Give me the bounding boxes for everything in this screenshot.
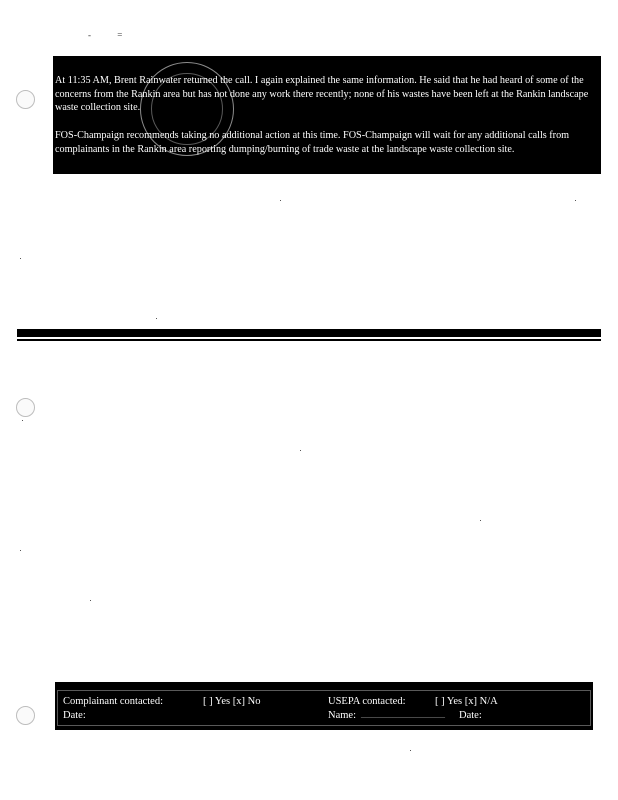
date-label-left: Date:	[63, 710, 86, 721]
notes-paragraph-1: At 11:35 AM, Brent Rainwater returned the call. I again explained the same information. He said that he had heard of some of the concerns from the Rankin area but has not done any work there recently; none of his wastes have been left at the Rankin landscape waste collection site.	[55, 75, 589, 113]
scan-speck	[20, 258, 21, 259]
name-blank: ________________	[361, 708, 445, 719]
divider-rule-thin	[17, 339, 601, 341]
scan-speck	[280, 200, 281, 201]
scan-speck	[410, 750, 411, 751]
received-stamp-inner-ring	[151, 73, 223, 145]
notes-block	[53, 56, 601, 174]
complainant-contacted-label: Complainant contacted:	[63, 696, 164, 707]
scan-speck	[20, 550, 21, 551]
notes-paragraph-2: FOS-Champaign recommends taking no additional action at this time. FOS-Champaign will wait for any additional calls from complainants in the Rankin area reporting dumping/burning of trade waste at the landscape waste collection site.	[55, 130, 570, 155]
header-marks: - =	[88, 30, 135, 40]
scan-speck	[300, 450, 301, 451]
scan-speck	[90, 600, 91, 601]
received-stamp	[140, 62, 234, 156]
punch-hole-middle	[16, 398, 35, 417]
punch-hole-top	[16, 90, 35, 109]
usepa-contacted-label: USEPA contacted:	[328, 696, 406, 707]
scan-speck	[156, 318, 157, 319]
scan-speck	[22, 420, 23, 421]
complainant-contacted-options: [ ] Yes [x] No	[203, 696, 261, 707]
usepa-contacted-options: [ ] Yes [x] N/A	[435, 696, 498, 707]
divider-rule	[17, 329, 601, 337]
date-label-right: Date:	[459, 710, 482, 721]
contact-status-block	[55, 682, 593, 730]
scan-speck	[575, 200, 576, 201]
punch-hole-bottom	[16, 706, 35, 725]
scan-speck	[480, 520, 481, 521]
name-label: Name:	[328, 710, 356, 721]
